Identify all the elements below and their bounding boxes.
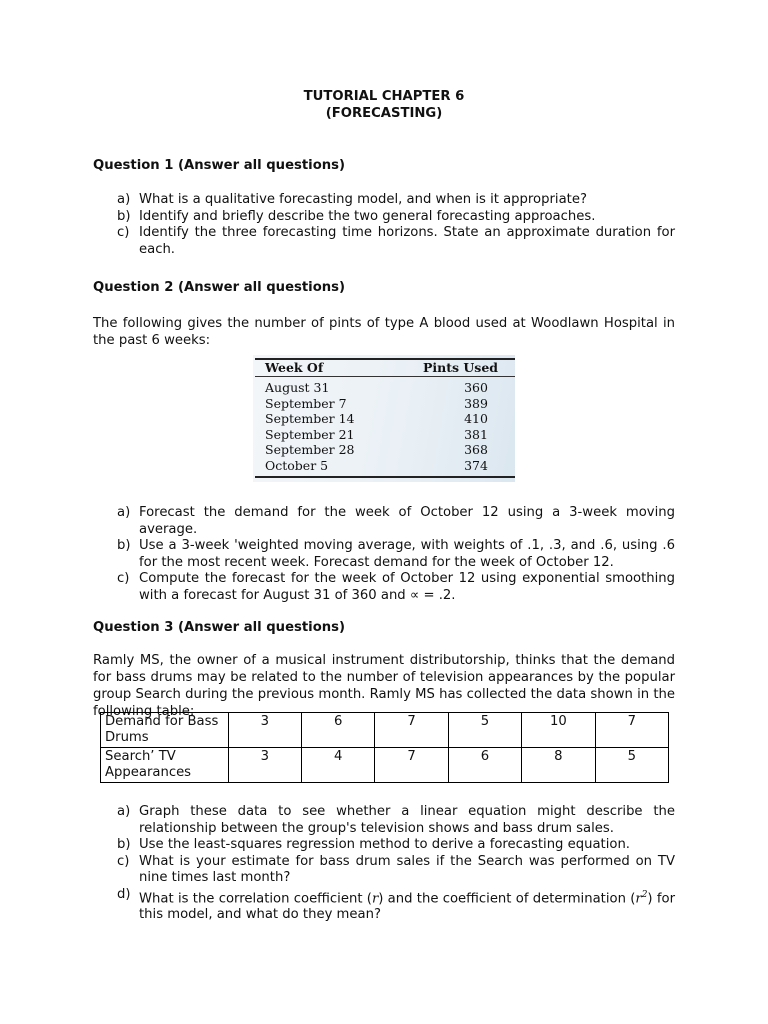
- item-text: Graph these data to see whether a linear equation might describe the relationship between the group's television shows and bass drum sales.: [139, 804, 675, 836]
- row-label: Demand for Bass Drums: [101, 713, 229, 748]
- item-marker: a): [117, 192, 131, 207]
- table-row: [265, 396, 505, 412]
- item-text: ) and the coefficient of determination (: [378, 890, 636, 906]
- table-cell: 7: [375, 713, 448, 748]
- doc-title: TUTORIAL CHAPTER 6: [303, 89, 465, 104]
- item-marker: c): [117, 225, 130, 240]
- question-1-item-a: [93, 192, 675, 209]
- item-marker: a): [117, 804, 131, 819]
- item-text: What is your estimate for bass drum sales if the Search was performed on TV nine times last month?: [139, 853, 675, 885]
- pints-cell: 389: [464, 395, 488, 411]
- item-marker: c): [117, 571, 130, 586]
- table-row: [265, 380, 505, 396]
- item-marker: b): [117, 538, 131, 553]
- table-row: [265, 427, 505, 443]
- question-2-heading: Question 2 (Answer all questions): [93, 280, 346, 295]
- superscript-2: 2: [641, 889, 648, 900]
- question-1-item-c: [93, 225, 675, 258]
- table-row: [265, 458, 505, 474]
- table-cell: 10: [522, 713, 595, 748]
- table-cell: 7: [595, 713, 668, 748]
- table-rule-mid: [255, 376, 515, 377]
- item-text: Identify the three forecasting time horizons. State an approximate duration for each.: [139, 225, 675, 257]
- item-text: Use the least-squares regression method to derive a forecasting equation.: [139, 837, 630, 852]
- item-text: What is a qualitative forecasting model, and when is it appropriate?: [139, 192, 587, 207]
- pints-cell: 374: [464, 457, 488, 473]
- table-cell: 3: [228, 748, 301, 783]
- table-row: [265, 442, 505, 458]
- question-3-item-a: [93, 804, 675, 837]
- question-1-item-b: [93, 209, 675, 226]
- doc-subtitle: (FORECASTING): [325, 106, 443, 121]
- pints-cell: 410: [464, 411, 488, 427]
- table-cell: 6: [448, 748, 521, 783]
- question-3-heading: Question 3 (Answer all questions): [93, 620, 346, 635]
- item-text: What is the correlation coefficient (: [139, 890, 372, 906]
- row-label: Search’ TV Appearances: [101, 748, 229, 783]
- question-2-list: [93, 505, 675, 604]
- week-cell: September 7: [265, 395, 347, 411]
- table-cell: 4: [302, 748, 375, 783]
- question-1-list: [93, 192, 675, 258]
- question-3-item-d: [93, 887, 675, 924]
- table-row: [101, 713, 669, 748]
- item-marker: a): [117, 505, 131, 520]
- table-cell: 7: [375, 748, 448, 783]
- week-cell: October 5: [265, 457, 329, 473]
- drum-demand-table: [100, 712, 669, 783]
- symbol-r-squared: r: [635, 890, 642, 906]
- table-cell: 5: [448, 713, 521, 748]
- question-2-intro: The following gives the number of pints of type A blood used at Woodlawn Hospital in the past 6 weeks:: [93, 316, 675, 348]
- table-body: [265, 380, 505, 474]
- question-3-list: [93, 804, 675, 924]
- week-cell: September 28: [265, 442, 355, 458]
- item-marker: c): [117, 853, 130, 869]
- question-2-item-a: [93, 505, 675, 538]
- table-cell: 3: [228, 713, 301, 748]
- question-3-item-c: [93, 854, 675, 887]
- table-row: [101, 748, 669, 783]
- question-1-heading: Question 1 (Answer all questions): [93, 158, 346, 173]
- question-2-item-c: [93, 571, 675, 604]
- table-cell: 5: [595, 748, 668, 783]
- item-text: ) for this model, and what do they mean?: [139, 890, 675, 923]
- table-row: [265, 411, 505, 427]
- week-cell: August 31: [265, 380, 330, 395]
- col-header-pints: Pints Used: [423, 360, 499, 375]
- table-cell: 6: [302, 713, 375, 748]
- pints-cell: 360: [464, 380, 488, 395]
- item-text: Identify and briefly describe the two general forecasting approaches.: [139, 208, 596, 224]
- item-text: Use a 3-week 'weighted moving average, with weights of .1, .3, and .6, using .6 for the most recent week. Forecast demand for the week of October 12.: [139, 538, 675, 570]
- table-rule-bottom: [255, 476, 515, 478]
- question-3-intro: Ramly MS, the owner of a musical instrument distributorship, thinks that the demand for bass drums may be related to the number of television appearances by the popular group Search during the previous month. Ramly MS has collected the data shown in the following table:: [93, 653, 675, 719]
- question-3-item-b: [93, 837, 675, 854]
- item-marker: d): [117, 886, 131, 902]
- week-cell: September 21: [265, 426, 355, 442]
- table-cell: 8: [522, 748, 595, 783]
- item-text: Forecast the demand for the week of October 12 using a 3-week moving average.: [139, 505, 675, 537]
- pints-cell: 381: [464, 426, 488, 442]
- week-cell: September 14: [265, 411, 355, 427]
- symbol-r: r: [371, 890, 379, 906]
- item-text: Compute the forecast for the week of October 12 using exponential smoothing with a forecast for August 31 of 360 and ∝ = .2.: [139, 571, 675, 603]
- pints-cell: 368: [464, 442, 488, 458]
- col-header-week: Week Of: [265, 360, 324, 375]
- blood-usage-table: [253, 355, 515, 482]
- question-2-item-b: [93, 538, 675, 571]
- item-marker: b): [117, 208, 131, 224]
- item-marker: b): [117, 837, 131, 852]
